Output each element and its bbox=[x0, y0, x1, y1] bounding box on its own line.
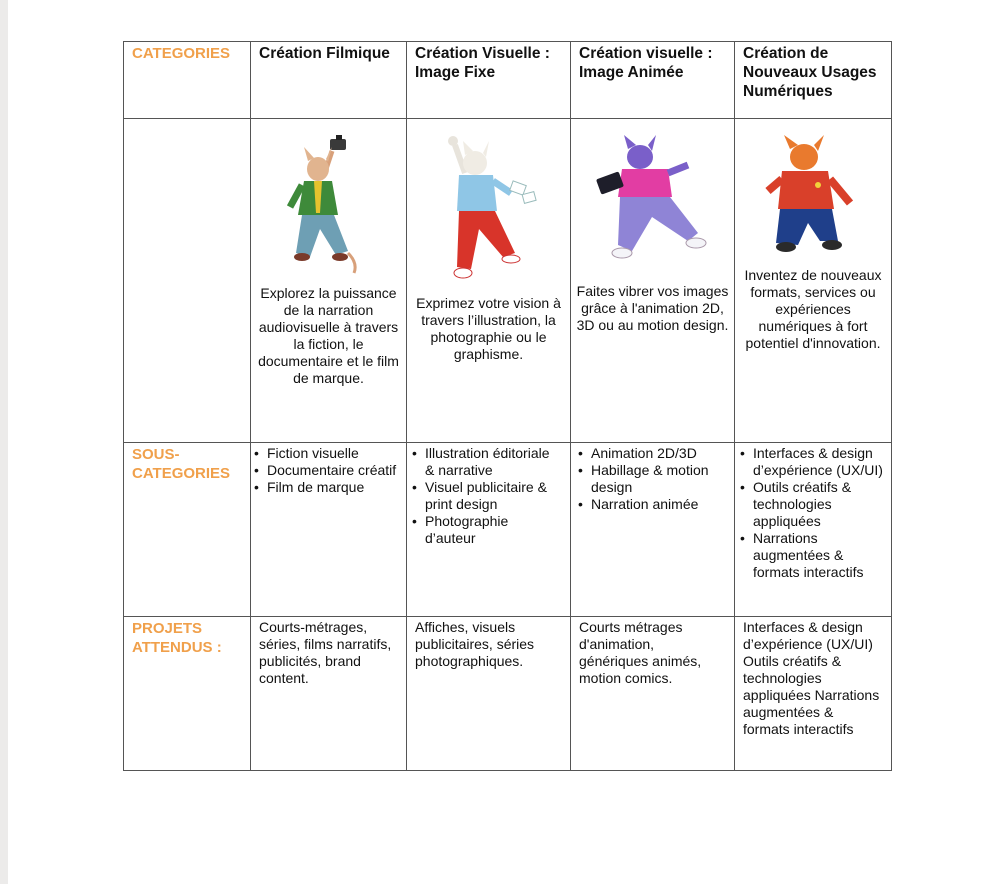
description-filmique: Explorez la puissance de la narration audiovisuelle à travers la fiction, le documentaire et le film de marque. bbox=[258, 285, 399, 386]
subcategories-cell-image-fixe bbox=[407, 443, 571, 617]
header-cell-usages-numeriques bbox=[735, 42, 892, 119]
projects-label-cell bbox=[124, 617, 251, 771]
column-title-filmique: Création Filmique bbox=[259, 45, 390, 62]
projects-text-usages-numeriques: Interfaces & design d’expérience (UX/UI) Outils créatifs & technologies appliquées Narrations augmentées & formats interactifs bbox=[743, 619, 880, 737]
header-row bbox=[124, 42, 892, 119]
description-image-fixe: Exprimez votre vision à travers l’illustration, la photographie ou le graphisme. bbox=[416, 295, 561, 362]
projects-text-image-animee: Courts métrages d'animation, génériques animés, motion comics. bbox=[579, 619, 702, 686]
description-image-animee: Faites vibrer vos images grâce à l'animation 2D, 3D ou au motion design. bbox=[576, 283, 729, 333]
header-cell-filmique bbox=[251, 42, 407, 119]
cat-in-red-jacket-icon bbox=[754, 133, 872, 263]
projects-cell-image-fixe bbox=[407, 617, 571, 771]
illustration-cell-filmique bbox=[251, 119, 407, 443]
list-item: • Photographie d’auteur bbox=[411, 513, 562, 547]
subcategories-cell-image-animee bbox=[571, 443, 735, 617]
categories-label: CATEGORIES bbox=[132, 45, 231, 62]
list-item: • Narration animée bbox=[577, 496, 726, 513]
illustration-label-cell bbox=[124, 119, 251, 443]
list-item: • Animation 2D/3D bbox=[577, 445, 726, 462]
list-item: • Illustration éditoriale & narrative bbox=[411, 445, 562, 479]
projects-label: PROJETS ATTENDUS : bbox=[132, 620, 222, 656]
illustration-cell-image-animee bbox=[571, 119, 735, 443]
projects-cell-filmique bbox=[251, 617, 407, 771]
projects-cell-image-animee bbox=[571, 617, 735, 771]
projects-cell-usages-numeriques bbox=[735, 617, 892, 771]
list-item: • Outils créatifs & technologies appliquées bbox=[739, 479, 883, 530]
categories-table bbox=[123, 41, 892, 771]
projects-text-image-fixe: Affiches, visuels publicitaires, séries photographiques. bbox=[415, 619, 535, 669]
illustration-cell-usages-numeriques bbox=[735, 119, 892, 443]
header-cell-image-animee bbox=[571, 42, 735, 119]
description-usages-numeriques: Inventez de nouveaux formats, services ou expériences numériques à fort potentiel d'innovation. bbox=[744, 267, 882, 351]
subcategories-list-image-animee bbox=[577, 445, 726, 513]
header-cell-image-fixe bbox=[407, 42, 571, 119]
illustration-cell-image-fixe bbox=[407, 119, 571, 443]
list-item: • Documentaire créatif bbox=[253, 462, 398, 479]
list-item: • Interfaces & design d’expérience (UX/UI) bbox=[739, 445, 883, 479]
list-item: • Narrations augmentées & formats interactifs bbox=[739, 530, 883, 581]
projects-row bbox=[124, 617, 892, 771]
subcategories-list-filmique bbox=[253, 445, 398, 496]
list-item: • Visuel publicitaire & print design bbox=[411, 479, 562, 513]
cat-with-camera-icon bbox=[274, 133, 384, 281]
list-item: • Film de marque bbox=[253, 479, 398, 496]
projects-text-filmique: Courts-métrages, séries, films narratifs, publicités, brand content. bbox=[259, 619, 392, 686]
list-item: • Fiction visuelle bbox=[253, 445, 398, 462]
subcategories-list-usages-numeriques bbox=[739, 445, 883, 581]
subcategories-list-image-fixe bbox=[411, 445, 562, 547]
column-title-usages-numeriques: Création de Nouveaux Usages Numériques bbox=[743, 45, 877, 100]
subcategories-label: SOUS-CATEGORIES bbox=[132, 446, 231, 482]
subcategories-cell-usages-numeriques bbox=[735, 443, 892, 617]
list-item: • Habillage & motion design bbox=[577, 462, 726, 496]
header-label-cell bbox=[124, 42, 251, 119]
subcategories-cell-filmique bbox=[251, 443, 407, 617]
illustration-row bbox=[124, 119, 892, 443]
column-title-image-animee: Création visuelle : Image Animée bbox=[579, 45, 713, 81]
cat-animated-running-icon bbox=[588, 133, 718, 279]
subcategories-label-cell bbox=[124, 443, 251, 617]
cat-with-papers-icon bbox=[431, 133, 547, 291]
column-title-image-fixe: Création Visuelle : Image Fixe bbox=[415, 45, 550, 81]
page-side-strip bbox=[0, 0, 8, 884]
subcategories-row bbox=[124, 443, 892, 617]
